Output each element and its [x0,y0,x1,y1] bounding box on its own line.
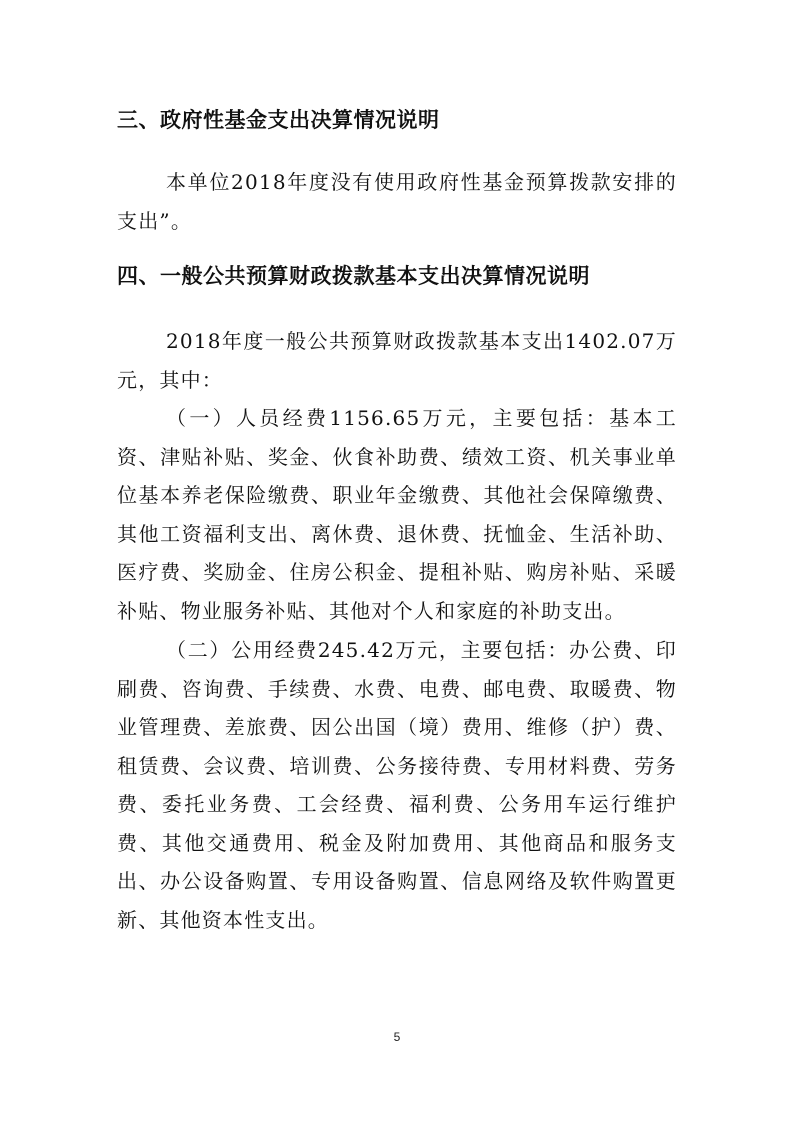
paragraph-personnel-expenses: （一）人员经费1156.65万元，主要包括：基本工资、津贴补贴、奖金、伙食补助费、绩效工资、机关事业单位基本养老保险缴费、职业年金缴费、其他社会保障缴费、其他工资福利支出、离休费、退休费、抚恤金、生活补助、医疗费、奖励金、住房公积金、提租补贴、购房补贴、采暖补贴、物业服务补贴、其他对个人和家庭的补助支出。 [117,406,677,623]
section-heading-basic-expenditure: 四、一般公共预算财政拨款基本支出决算情况说明 [117,264,590,288]
paragraph-basic-expenditure-total: 2018年度一般公共预算财政拨款基本支出1402.07万元，其中： [117,329,677,392]
paragraph-public-expenses: （二）公用经费245.42万元，主要包括：办公费、印刷费、咨询费、手续费、水费、电费、邮电费、取暖费、物业管理费、差旅费、因公出国（境）费用、维修（护）费、租赁费、会议费、培训费、公务接待费、专用材料费、劳务费、委托业务费、工会经费、福利费、公务用车运行维护费、其他交通费用、税金及附加费用、其他商品和服务支出、办公设备购置、专用设备购置、信息网络及软件购置更新、其他资本性支出。 [117,638,677,932]
page-number: 5 [393,1030,401,1044]
paragraph-government-fund: 本单位2018年度没有使用政府性基金预算拨款安排的支出”。 [117,170,677,233]
section-heading-government-fund: 三、政府性基金支出决算情况说明 [117,108,440,132]
